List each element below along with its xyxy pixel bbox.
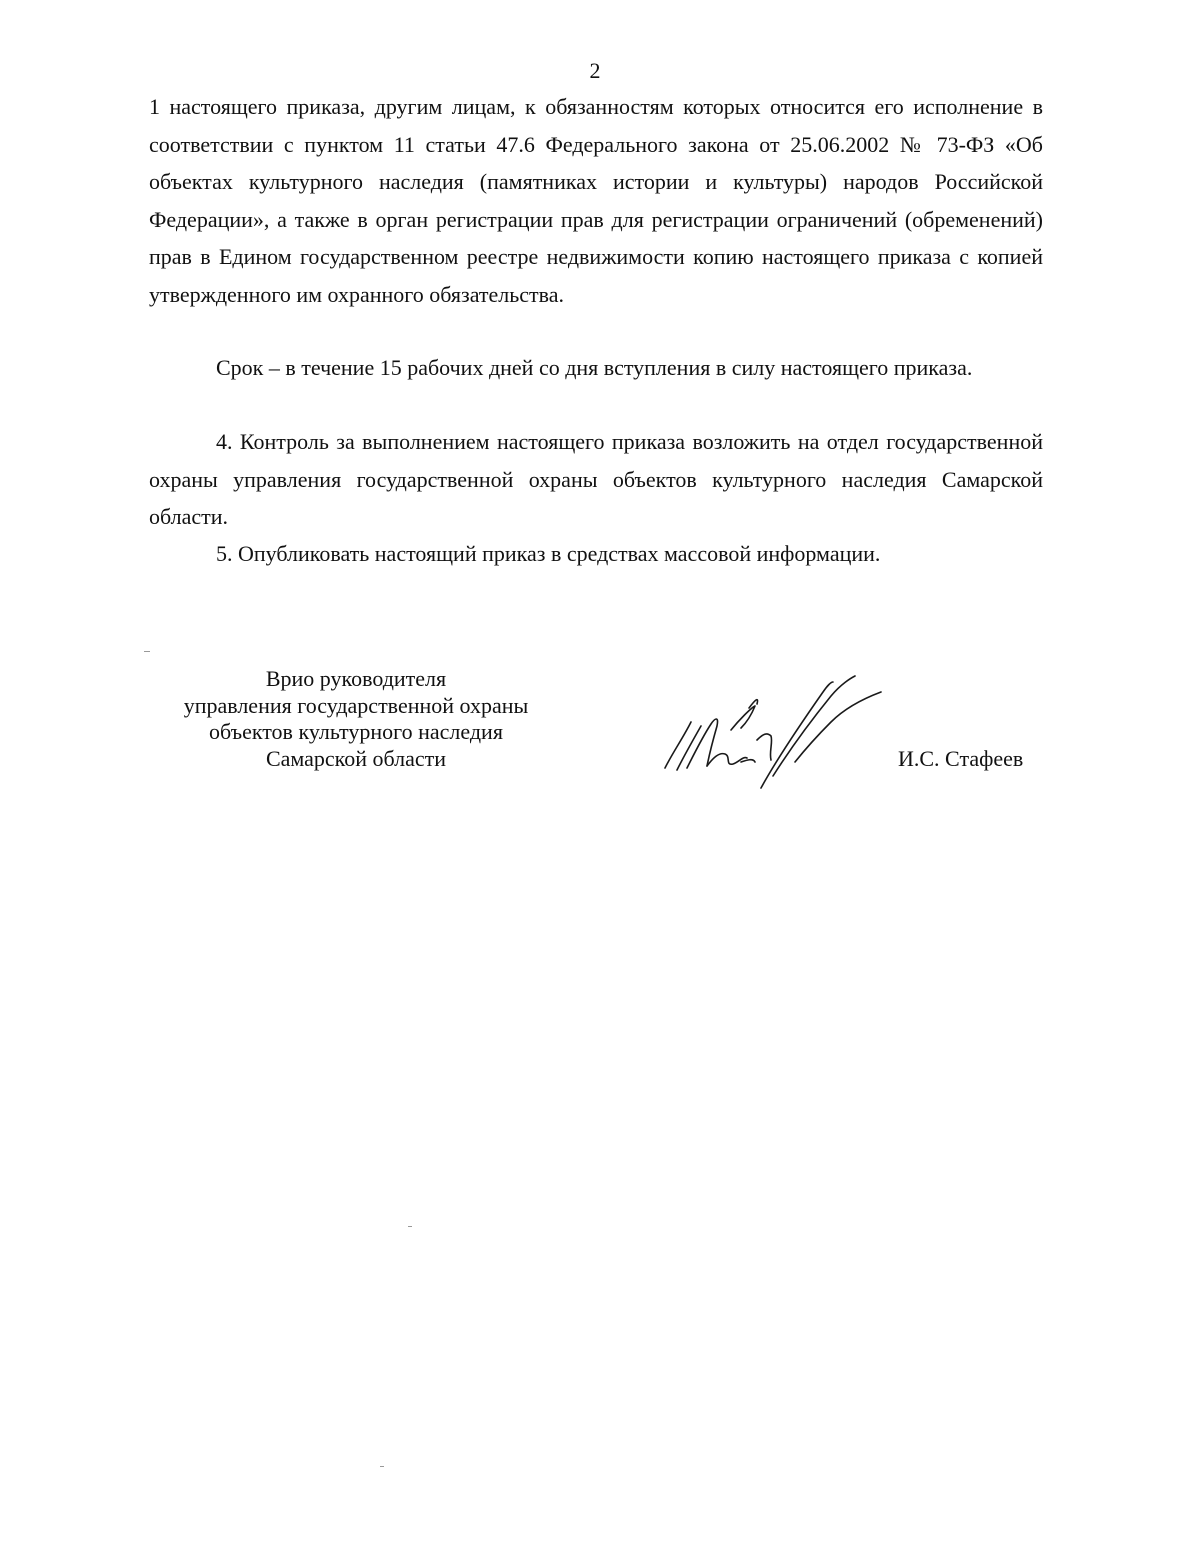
position-line: управления государственной охраны [183,692,529,718]
page-number: 2 [589,58,601,83]
position-line: Самарской области [265,745,447,771]
paragraph-item-5: 5. Опубликовать настоящий приказ в средствах массовой информации. [216,541,881,566]
paragraph-continuation: 1 настоящего приказа, другим лицам, к обязанностям которых относится его исполнение в соответствии с пунктом 11 статьи 47.6 Федерального закона от 25.06.2002 № 73-ФЗ «Об объектах культурного наследия (памятниках истории и культуры) народов Российской Федерации», а также в орган регистрации прав для регистрации ограничений (обременений) прав в Едином государственном реестре недвижимости копию настоящего приказа с копией утвержденного им охранного обязательства. [149,94,1043,307]
scan-mark [408,1226,412,1227]
position-line: Врио руководителя [265,666,447,691]
signer-name: И.С. Стафеев [898,746,1024,771]
position-line: объектов культурного наследия [209,719,503,744]
scan-mark [380,1466,384,1467]
paragraph-deadline: Срок – в течение 15 рабочих дней со дня вступления в силу настоящего приказа. [216,355,973,380]
scan-mark [144,651,150,652]
signatory-position [160,666,552,772]
handwritten-signature [655,670,885,790]
paragraph-item-4: 4. Контроль за выполнением настоящего приказа возложить на отдел государственной охраны управления государственной охраны объектов культурного наследия Самарской области. [149,429,1043,529]
